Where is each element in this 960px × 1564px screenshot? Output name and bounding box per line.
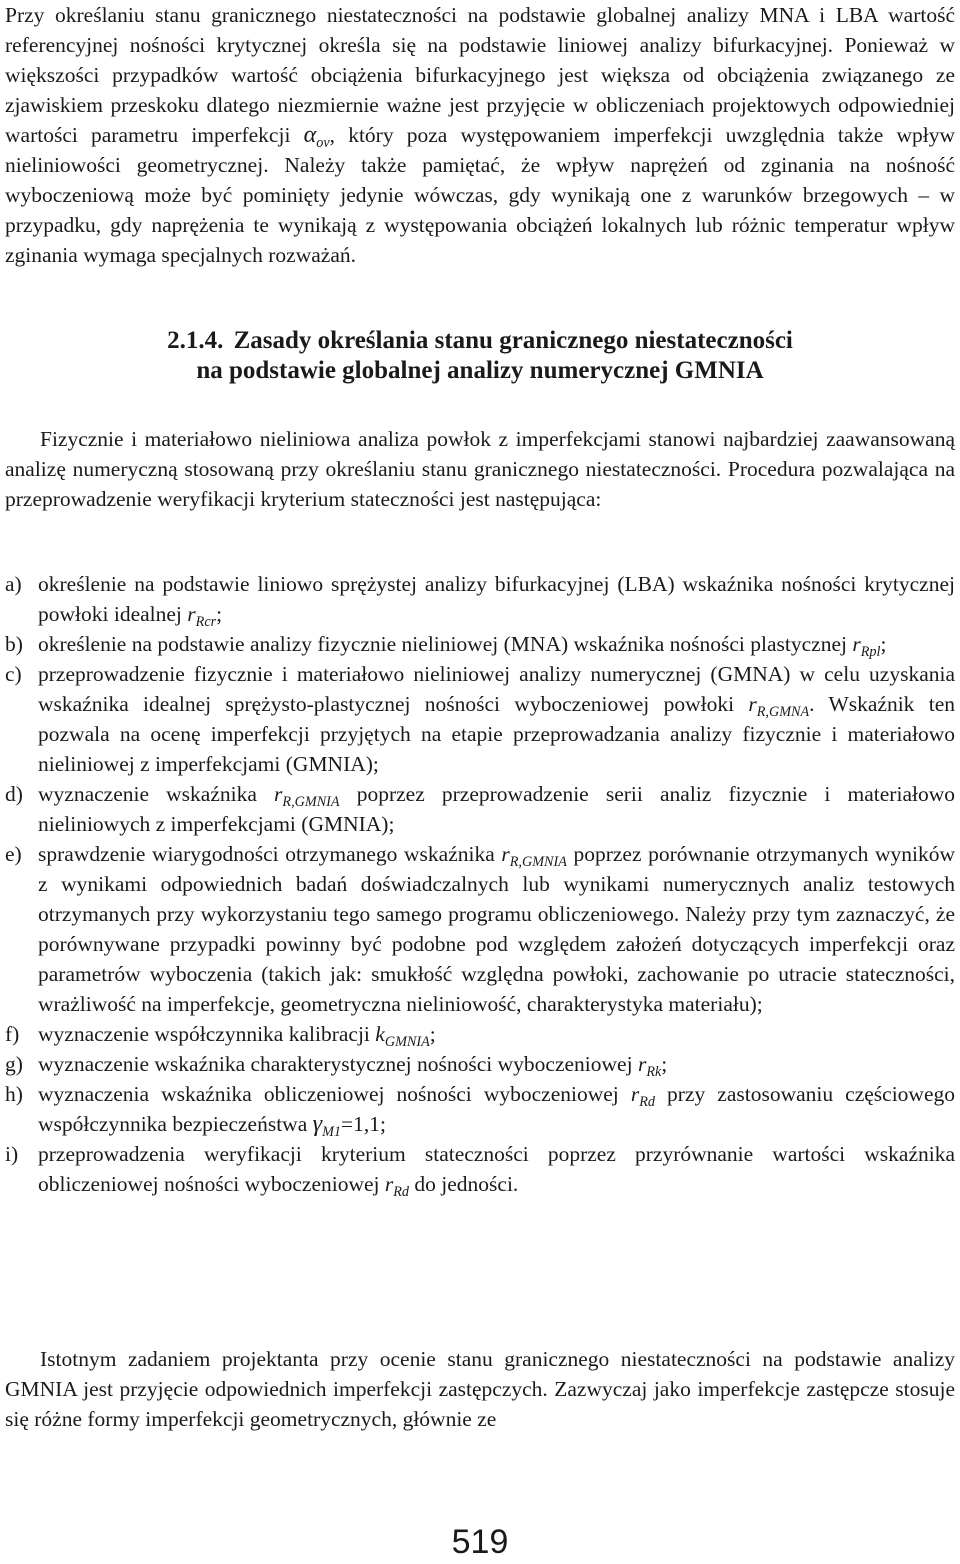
symbol: r [274,782,283,806]
paragraph-designer-task: Istotnym zadaniem projektanta przy ocenie stanu granicznego niestateczności na podstawie analizy GMNIA jest przyjęcie odpowiednich imperfekcji zastępczych. Zazwyczaj jako imperfekcje zastępcze stosuje się różne formy imperfekcji geometrycznych, głównie ze [5,1347,955,1431]
section-title-line-1: Zasady określania stanu granicznego niestateczności [233,327,793,354]
paragraph-intro-text-after: , który poza występowaniem imperfekcji uwzględnia także wpływ nieliniowości geometrycznej. Należy także pamiętać, że wpływ naprężeń od zginania na nośność wyboczeniową może być pominięty jedynie wówczas, gdy wynikają one z warunków brzegowych – w przypadku, gdy naprężenia te wynikają z występowania obciążeń lokalnych lub różnic temperatur wpływ zginania wymaga specjalnych rozważań. [5,123,955,267]
list-marker: f) [5,1022,20,1046]
list-item-text: wyznaczenie współczynnika kalibracji [38,1022,376,1046]
symbol: r [852,632,861,656]
symbol: r [187,602,196,626]
list-item-text: sprawdzenie wiarygodności otrzymanego wskaźnika [38,842,502,866]
symbol: r [637,1052,647,1076]
page-number: 519 [451,1523,509,1561]
symbol: r [501,842,510,866]
list-item-text-after: ; [661,1052,668,1076]
alpha-subscript: ov [316,134,330,151]
paragraph-procedure-intro: Fizycznie i materiałowo nieliniowa analiza powłok z imperfekcjami stanowi najbardziej zaawansowaną analizę numeryczną stosowaną przy określaniu stanu granicznego niestateczności. Procedura pozwalająca na przeprowadzenie weryfikacji kryterium stateczności jest następująca: [5,427,955,511]
section-number: 2.1.4. [167,327,224,354]
list-item-text: przeprowadzenie fizycznie i materiałowo nieliniowej analizy numerycznej (GMNA) w celu uzyskania wskaźnika idealnej sprężysto-plastycznej nośności wyboczeniowej powłoki [38,662,955,716]
list-item-text: określenie na podstawie analizy fizycznie nieliniowej (MNA) wskaźnika nośności plastycznej [38,632,853,656]
list-item-text: wyznaczenie wskaźnika [38,782,275,806]
list-item-text: przeprowadzenia weryfikacji kryterium stateczności poprzez przyrównanie wartości wskaźnika obliczeniowej nośności wyboczeniowej [38,1142,955,1196]
list-marker: e) [5,842,22,866]
list-item-text-after: do jedności. [409,1172,519,1196]
list-marker: b) [5,632,23,656]
list-marker: a) [5,572,22,596]
symbol: r [630,1082,640,1106]
list-item-text-after: przy zastosowaniu częściowego współczynnika bezpieczeństwa [38,1082,955,1136]
symbol-subscript: Rd [639,1093,655,1110]
list-item [5,629,955,659]
symbol-subscript: R,GMNIA [282,793,340,810]
symbol-subscript: Rd [393,1183,410,1200]
list-item-text: wyznaczenie wskaźnika charakterystycznej nośności wyboczeniowej [38,1052,638,1076]
list-item-text-after: poprzez porównanie otrzymanych wyników z wynikami odpowiednich badań doświadczalnych lub wynikami numerycznych analiz testowych otrzymanych przy wykorzystaniu tego samego programu obliczeniowego. Należy przy tym zaznaczyć, że porównywane przypadki powinny być podobne pod względem założeń dotyczących imperfekcji oraz parametrów wyboczenia (takich jak: smukłość względna powłoki, zachowanie po utracie stateczności, wrażliwość na imperfekcje, geometryczna nieliniowość, charakterystyka materiału); [38,842,956,1016]
section-heading-line-1 [0,326,960,356]
list-marker: i) [5,1142,19,1166]
list-item [5,1019,955,1049]
procedure-list [5,569,955,1199]
list-marker: g) [5,1052,23,1076]
list-item-text: określenie na podstawie liniowo sprężystej analizy bifurkacyjnej (LBA) wskaźnika nośności krytycznej powłoki idealnej [38,572,955,626]
gamma-symbol: γ [312,1111,323,1137]
symbol-subscript: R,GMNA [756,703,810,720]
symbol-subscript: R,GMNIA [509,853,567,870]
list-item-text-after-2: =1,1; [341,1112,387,1136]
symbol: r [748,692,757,716]
list-item [5,1079,955,1139]
section-heading [0,326,960,386]
list-marker: d) [5,782,23,806]
list-marker: h) [5,1082,23,1106]
gamma-subscript: M1 [322,1123,342,1140]
list-item [5,1049,955,1079]
symbol: k [375,1022,385,1046]
paragraph-intro-text: Przy określaniu stanu granicznego niestateczności na podstawie globalnej analizy MNA i LBA wartość referencyjnej nośności krytycznej określa się na podstawie liniowej analizy bifurkacyjnej. Ponieważ w większości przypadków wartość obciążenia bifurkacyjnego jest większa od obciążenia związanego ze zjawiskiem przeskoku dlatego niezmiernie ważne jest przyjęcie w obliczeniach projektowych odpowiedniej wartości parametru imperfekcji [5,3,955,147]
list-item [5,569,955,629]
list-item-text-after: ; [216,602,223,626]
list-marker: c) [5,662,22,686]
list-item-text-after: . Wskaźnik ten pozwala na ocenę imperfekcji przyjętych na etapie przeprowadzania analizy fizycznie i materiałowo nieliniowej z imperfekcjami (GMNIA); [38,692,955,776]
alpha-symbol: α [303,122,317,148]
list-item-text: wyznaczenia wskaźnika obliczeniowej nośności wyboczeniowej [38,1082,631,1106]
list-item [5,1139,955,1199]
list-item [5,779,955,839]
list-item-text-after: poprzez przeprowadzenie serii analiz fizycznie i materiałowo nieliniowych z imperfekcjami (GMNIA); [38,782,955,836]
section-title-line-2: na podstawie globalnej analizy numerycznej GMNIA [196,357,764,384]
list-item [5,659,955,779]
symbol-subscript: Rpl [860,643,881,660]
list-item-text-after: ; [429,1022,436,1046]
symbol-subscript: Rcr [195,613,217,630]
symbol-subscript: Rk [646,1063,662,1080]
list-item [5,839,955,1019]
symbol-subscript: GMNIA [384,1033,430,1050]
list-item-text-after: ; [880,632,887,656]
paragraph-intro [5,0,955,270]
symbol: r [384,1172,394,1196]
